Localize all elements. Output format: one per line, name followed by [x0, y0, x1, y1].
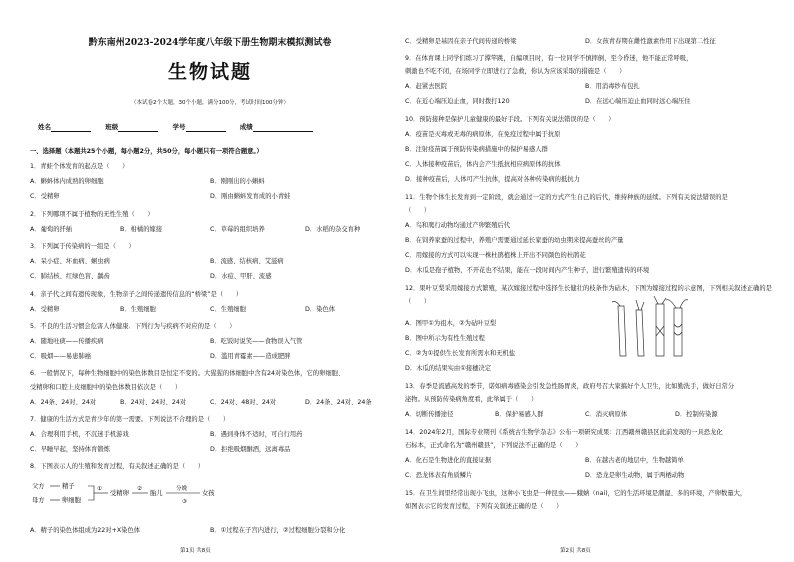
student-no-label: 学号 [172, 123, 186, 131]
q8-option-d[interactable]: D．女孩青春期在雌性激素作用下出现第二性征 [585, 38, 716, 45]
q6-option-a[interactable]: A．24条、24对、24对 [30, 399, 97, 406]
q11-option-b[interactable]: B．在饲养家蚕的过程中，养殖户需要通过延长家蚕的幼虫期来提高蚕丝的产量 [405, 237, 624, 244]
q1-option-c[interactable]: C．受精卵 [30, 193, 60, 200]
q1-option-d[interactable]: D．刚由蝌蚪发育成的小青蛙 [210, 193, 291, 200]
q13-option-b[interactable]: B．保护易感人群 [495, 411, 544, 418]
q3-option-a[interactable]: A．呆小症、坏血病、蛔虫病 [30, 258, 110, 265]
q4-option-c[interactable]: C．生殖细胞 [210, 306, 246, 313]
q4-option-d[interactable]: D．染色体 [305, 306, 336, 313]
q4-option-a[interactable]: A．受精卵 [30, 306, 60, 313]
step2-label: ② [137, 486, 142, 492]
q3-option-c[interactable]: C．肺结核、红绿色盲、龋齿 [30, 273, 110, 280]
q12-option-b[interactable]: B．图中所示为有性生殖过程 [405, 335, 485, 342]
q11-option-c[interactable]: C．用嫁接的方式可以实现一株杜鹃植株上开出不同颜色的杜鹃花 [405, 252, 586, 259]
q6-stem-line1: 6．一般情况下，每种生物细胞中的染色体数目是恒定不变的。大猩猩的体细胞中含有24对染色体，它的卵细胞、 [30, 370, 345, 377]
stock-stem-2 [636, 310, 644, 356]
q11-option-d[interactable]: D．木瓜是孢子植物，不开花也不结果，能在一段时间内产生种子，进行繁殖遗传的环境 [405, 267, 650, 274]
zygote-label: 受精卵 [110, 490, 129, 497]
baby-label: 女孩 [202, 490, 215, 497]
q1-option-b[interactable]: B．刚刚出的小蝌蚪 [210, 178, 265, 185]
q6-option-c[interactable]: C．24对、48对、24对 [210, 399, 277, 406]
q2-stem: 2．下列哪项不属于植物的无性生殖（ ） [30, 211, 154, 218]
q10-option-c[interactable]: C．人体接种疫苗后，体内会产生抵抗相应病原体的抗体 [405, 161, 561, 168]
q5-stem: 5．不良的生活习惯会危害人体健康．下列行为与疾病不对应的是（ ） [30, 323, 236, 330]
class-field[interactable] [118, 124, 158, 132]
score-label: 成绩 [239, 123, 253, 131]
q9-stem-line2: 刺激也不吃不闭，在场同学立即进行了急救，你认为应该采取的措施是（ ） [405, 68, 626, 75]
birth-label: 分娩 [176, 486, 188, 492]
q7-stem: 7．健康的生活方式是青少年的第一需要。下列说法不合理的是（ ） [30, 416, 230, 423]
student-info-row [38, 123, 388, 132]
q12-stem-line1: 12．果叶豆梨采用嫁接方式繁殖，某次嫁接过程中选择生长健壮的枝条作为砧木，下图为嫁接过程的示意图，下列相关叙述正确的是 [405, 285, 772, 292]
q14-option-a[interactable]: A．化石是生物进化的直接证据 [405, 457, 492, 464]
q12-stem-line2: （ ） [405, 298, 431, 305]
right-page-number: 第2页 共8页 [560, 548, 591, 554]
father-label: 父方 [32, 483, 45, 490]
q13-option-c[interactable]: C．消灭病原体 [585, 411, 628, 418]
grown-graft-leaves [666, 300, 688, 308]
q7-option-a[interactable]: A．合理利用手机，不沉迷手机游戏 [30, 431, 129, 438]
q3-stem: 3．下列属于传染病的一组是（ ） [30, 243, 135, 250]
q5-option-b[interactable]: B．吃饭时说笑——食物误入气管 [210, 338, 303, 345]
q10-option-d[interactable]: D．接种疫苗后，人体可产生抗体，提高对各种传染病的抵抗力 [405, 176, 580, 183]
q1-option-a[interactable]: A．蝌蚪体内成熟的卵细胞 [30, 178, 104, 185]
q15-stem-line1: 15．在卫生间里经常出现小飞虫，这种小飞虫是一种昆虫——蛾蚋（nai)，它的生活环境是潮湿、多的环境，产卵数量大， [405, 490, 747, 497]
graft-binding [656, 326, 664, 336]
stock-leaf-1 [612, 302, 620, 307]
fetus-label: 胎儿 [150, 490, 163, 497]
q9-stem-line1: 9．在体育课上同学们练习了撑竿跳，自编项目时，有一位同学不慎摔倒，至今昏迷，他不能正常呼吸， [405, 55, 693, 62]
q1-stem: 1．青蛙个体发育的起点是（ ） [30, 163, 129, 170]
mother-label: 母方 [32, 497, 45, 504]
q6-option-d[interactable]: D．24条、24对、24条 [305, 399, 372, 406]
q5-option-d[interactable]: D．滥用青霉素——造成肥胖 [210, 353, 291, 360]
q12-option-c[interactable]: C．②为①提供生长发育所需水和无机盐 [405, 350, 516, 357]
q14-option-b[interactable]: B．在越古老的地层中，生物越简单 [585, 457, 684, 464]
q9-option-c[interactable]: C．在近心端压迫止血，同时拨打120 [405, 98, 510, 105]
sperm-label: 精子 [62, 483, 75, 490]
q6-stem-line2: 受精卵和口腔上皮细胞中的染色体数目依次是（ ） [30, 384, 182, 391]
exam-title: 黔东南州2023-2024学年度八年级下册生物期末模拟测试卷 [88, 38, 332, 48]
q13-option-d[interactable]: D．控制传染源 [675, 411, 718, 418]
reproduction-flow-diagram [30, 478, 240, 524]
student-no-field[interactable] [186, 124, 226, 132]
q13-option-a[interactable]: A．切断传播途径 [405, 411, 454, 418]
grown-graft-wrap [674, 324, 682, 335]
q5-option-a[interactable]: A．随地吐痰——传播疾病 [30, 338, 104, 345]
q15-stem-line2: 如图表示它的发育过程，下列有关叙述正确的是（ ） [405, 503, 563, 510]
step1-label: ① [97, 486, 102, 492]
q9-option-d[interactable]: D．在远心端压迫止血同时远心端压住 [585, 98, 691, 105]
grafting-illustration [610, 296, 690, 366]
q12-option-d[interactable]: D．木瓜的结果实由①接穗决定 [405, 365, 492, 372]
left-page-number: 第1页 共8页 [180, 548, 211, 554]
q8-option-c[interactable]: C．受精卵是基因在亲子代间传递的桥梁 [405, 38, 517, 45]
q11-option-a[interactable]: A．鸟和爬行动物均通过产卵繁殖后代 [405, 222, 511, 229]
q9-option-b[interactable]: B．用消毒纱布包扎 [585, 83, 640, 90]
q3-option-d[interactable]: D．水痘、甲肝、流感 [210, 273, 272, 280]
main-title: 生物试题 [167, 61, 252, 83]
q8-stem: 8．下图表示人的生殖和发育过程，有关叙述正确的是（ ） [30, 463, 205, 470]
class-label: 班级 [105, 123, 119, 131]
q14-option-d[interactable]: D．恐龙是卵生动物，属于两栖动物 [585, 472, 685, 479]
q9-option-a[interactable]: A．赶紧去医院 [405, 83, 448, 90]
graft-union-stem [656, 304, 664, 356]
q13-stem-line1: 13．春季是流感高发的季节，诺如病毒感染会引发急性肠胃炎，政府号召大家搞好个人卫生，比如勤洗手，做好日常分 [405, 383, 735, 390]
grown-graft-stem [674, 308, 682, 356]
q4-stem: 4．亲子代之间有遗传现象，生物亲子之间传递遗传信息的“桥梁”是（ ） [30, 291, 243, 298]
egg-label: 卵细胞 [62, 497, 81, 504]
q3-option-b[interactable]: B．流感、结核病、艾滋病 [210, 258, 284, 265]
q2-option-a[interactable]: A．葡萄的扦插 [30, 226, 73, 233]
q14-stem-line2: 石标本，正式命名为“赣州赣县”，下列说法不正确的是（ ） [405, 442, 582, 449]
name-field[interactable] [51, 124, 91, 132]
stock-stem-1 [618, 306, 626, 356]
q2-option-d[interactable]: D．水稻的杂交育种 [305, 226, 361, 233]
q14-stem-line1: 14．2024年2月，国际专业期刊《系统古生物学杂志》公布一项研究成果：江西赣州赣县区此前发现的一具恐龙化 [405, 429, 723, 436]
section-title: 一、选择题（本题共25个小题，每小题2分，共50分，每小题只有一项符合题意。） [30, 148, 263, 155]
fertilization-bracket [88, 486, 94, 500]
q13-stem-line2: 泌物。从预防传染病角度看，此举属于（ ） [405, 396, 538, 403]
q7-option-d[interactable]: D．拒绝吸烟酗酒，远离毒品 [210, 446, 291, 453]
q7-option-b[interactable]: B．遇到身体不适时，可自行用药 [210, 431, 303, 438]
name-label: 姓名 [38, 123, 51, 131]
score-field[interactable] [253, 124, 313, 132]
q7-option-c[interactable]: C．早睡早起，坚持体育锻炼 [30, 446, 110, 453]
q5-option-c[interactable]: C．吸烟——易患肺癌 [30, 353, 92, 360]
q10-option-a[interactable]: A．疫苗是灭毒或无毒的病原体，在免疫过程中属于抗原 [405, 131, 561, 138]
graft-union-twigs [654, 296, 666, 304]
q2-option-c[interactable]: C．草莓的组织培养 [210, 226, 265, 233]
scion-twigs [636, 300, 644, 310]
q4-option-b[interactable]: B．生殖细胞 [120, 306, 156, 313]
q14-option-c[interactable]: C．恐龙体表有角质鳞片 [405, 472, 473, 479]
q8-option-a[interactable]: A．精子的染色体组成为22对+X染色体 [30, 527, 141, 534]
q11-stem-line1: 11．生物个体生长发育到一定阶段，就会通过一定的方式产生自己的后代，维持种族的延续。下列有关说法错误的是 [405, 194, 728, 201]
step3-label: ③ [182, 499, 187, 505]
q8-option-b[interactable]: B．①过程在子宫内进行，②过程细胞分裂和分化 [210, 527, 346, 534]
q12-option-a[interactable]: A．图甲①为祖木，②为砧叶豆梨 [405, 320, 497, 327]
q6-option-b[interactable]: B．24对、24对、24对 [120, 399, 187, 406]
q2-option-b[interactable]: B．柑橘的嫁接 [120, 226, 163, 233]
q10-stem: 10．预防接种是保护儿童健康的最好手段。下列有关说法错误的是（ ） [405, 116, 615, 123]
exam-note: （本试卷2个大题，30个小题，满分100分，考试时间100分钟） [131, 100, 289, 106]
q11-stem-line2: （ ） [405, 207, 431, 214]
q10-option-b[interactable]: B．注射疫苗属于预防传染病措施中的保护易感人群 [405, 146, 548, 153]
